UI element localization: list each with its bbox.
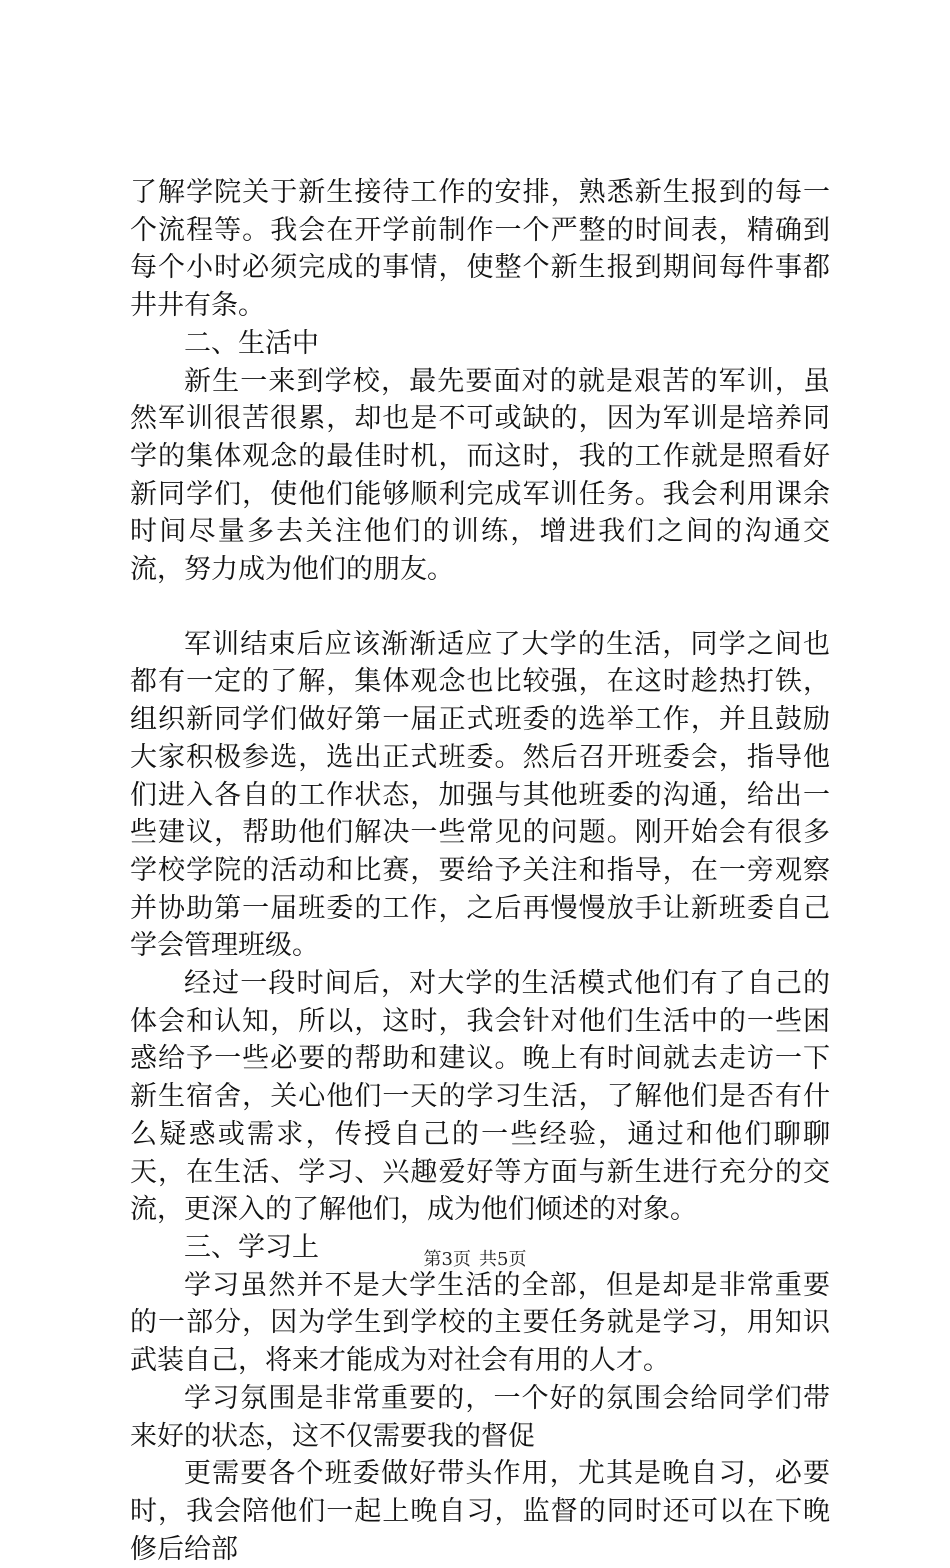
section-heading-study: 三、学习上 [184,1231,319,1263]
paragraph-military-training: 新生一来到学校，最先要面对的就是艰苦的军训，虽然军训很苦很累，却也是不可或缺的，因为军训是培养同学的集体观念的最佳时机，而这时，我的工作就是照看好新同学们，使他们能够顺利完成军训任务。我会利用课余时间尽量多去关注他们的训练，增进我们之间的沟通交流，努力成为他们的朋友。 [130,365,830,586]
paragraph-class-committee: 军训结束后应该渐渐适应了大学的生活，同学之间也都有一定的了解，集体观念也比较强，在这时趁热打铁，组织新同学们做好第一届正式班委的选举工作，并且鼓励大家积极参选，选出正式班委。然后召开班委会，指导他们进入各自的工作状态，加强与其他班委的沟通，给出一些建议，帮助他们解决一些常见的问题。刚开始会有很多学校学院的活动和比赛，要给予关注和指导，在一旁观察并协助第一届班委的工作，之后再慢慢放手让新班委自己学会管理班级。 [130,628,830,962]
paragraph-continued: 了解学院关于新生接待工作的安排，熟悉新生报到的每一个流程等。我会在开学前制作一个严整的时间表，精确到每个小时必须完成的事情，使整个新生报到期间每件事都井井有条。 [130,177,830,322]
page-total: 共5页 [479,1249,527,1270]
paragraph-gap [130,589,830,626]
page-footer [0,1245,950,1271]
page-number: 第3页 [423,1249,471,1270]
paragraph-study-importance: 学习虽然并不是大学生活的全部，但是却是非常重要的一部分，因为学生到学校的主要任务就是学习，用知识武装自己，将来才能成为对社会有用的人才。 [130,1269,830,1377]
paragraph-evening-study: 更需要各个班委做好带头作用，尤其是晚自习，必要时，我会陪他们一起上晚自习，监督的同时还可以在下晚修后给部 [130,1458,830,1565]
section-heading-life: 二、生活中 [184,327,319,359]
paragraph-dorm-visits: 经过一段时间后，对大学的生活模式他们有了自己的体会和认知，所以，这时，我会针对他们生活中的一些困惑给予一些必要的帮助和建议。晚上有时间就去走访一下新生宿舍，关心他们一天的学习生活，了解他们是否有什么疑惑或需求，传授自己的一些经验，通过和他们聊聊天，在生活、学习、兴趣爱好等方面与新生进行充分的交流，更深入的了解他们，成为他们倾述的对象。 [130,968,830,1226]
paragraph-study-atmosphere: 学习氛围是非常重要的，一个好的氛围会给同学们带来好的状态，这不仅需要我的督促 [130,1382,830,1452]
document-body [130,174,830,1568]
